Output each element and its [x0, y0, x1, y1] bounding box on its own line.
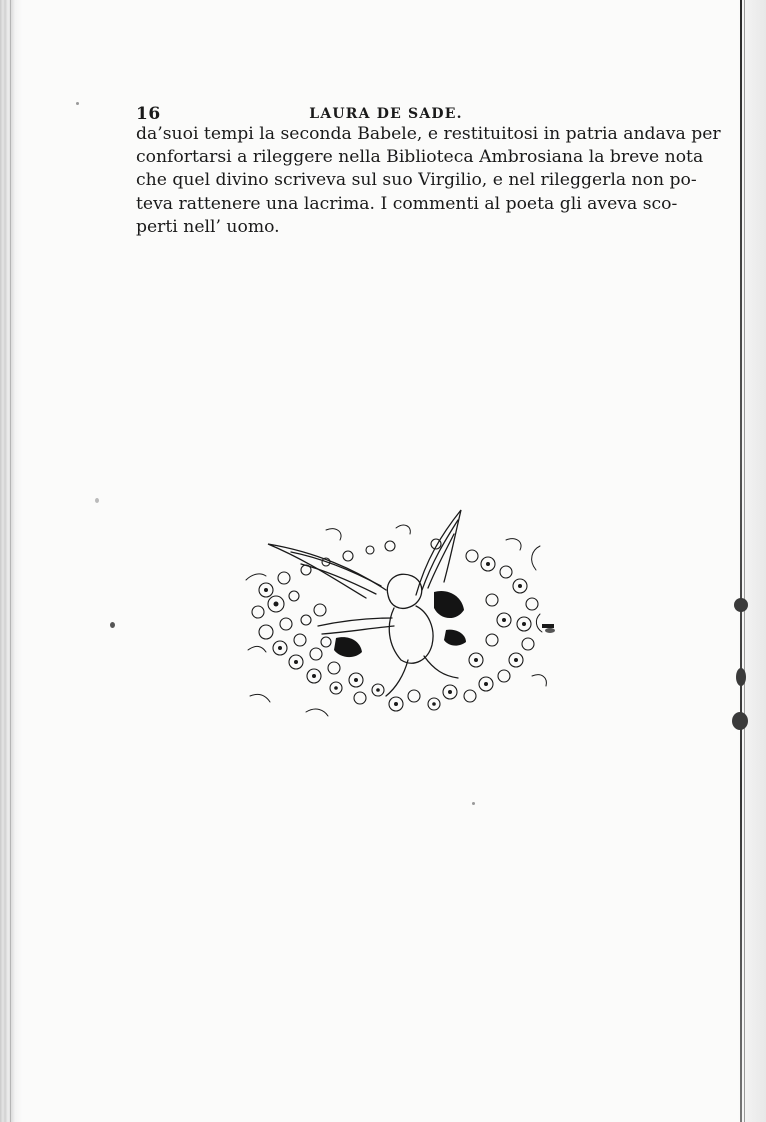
scan-speck — [545, 628, 555, 633]
scan-speck — [95, 498, 99, 503]
cherub-with-flowers-vignette-icon — [236, 500, 556, 725]
edge-blot — [732, 712, 748, 730]
scan-speck — [76, 102, 79, 105]
text-line: da’suoi tempi la seconda Babele, e restituitosi in patria andava per — [136, 124, 721, 144]
binding-line-secondary — [744, 0, 745, 1122]
text-line: confortarsi a rileggere nella Biblioteca Ambrosiana la breve nota — [136, 147, 704, 168]
page-stack-edge — [0, 0, 22, 1122]
running-title: LAURA DE SADE. — [309, 106, 463, 122]
binding-line — [740, 0, 742, 1122]
edge-blot — [736, 668, 746, 686]
body-paragraph — [136, 123, 721, 239]
text-line: che quel divino scriveva sul suo Virgilio, e nel rileggerla non po- — [136, 170, 697, 191]
scan-speck — [110, 622, 115, 628]
text-line: teva rattenere una lacrima. I commenti al poeta gli aveva sco- — [136, 193, 678, 214]
text-line: perti nell’ uomo. — [136, 216, 280, 237]
scan-speck — [472, 802, 475, 805]
binding-shadow — [738, 0, 766, 1122]
page-number: 16 — [136, 104, 161, 124]
edge-blot — [734, 598, 748, 612]
page-edge-line — [10, 0, 11, 1122]
